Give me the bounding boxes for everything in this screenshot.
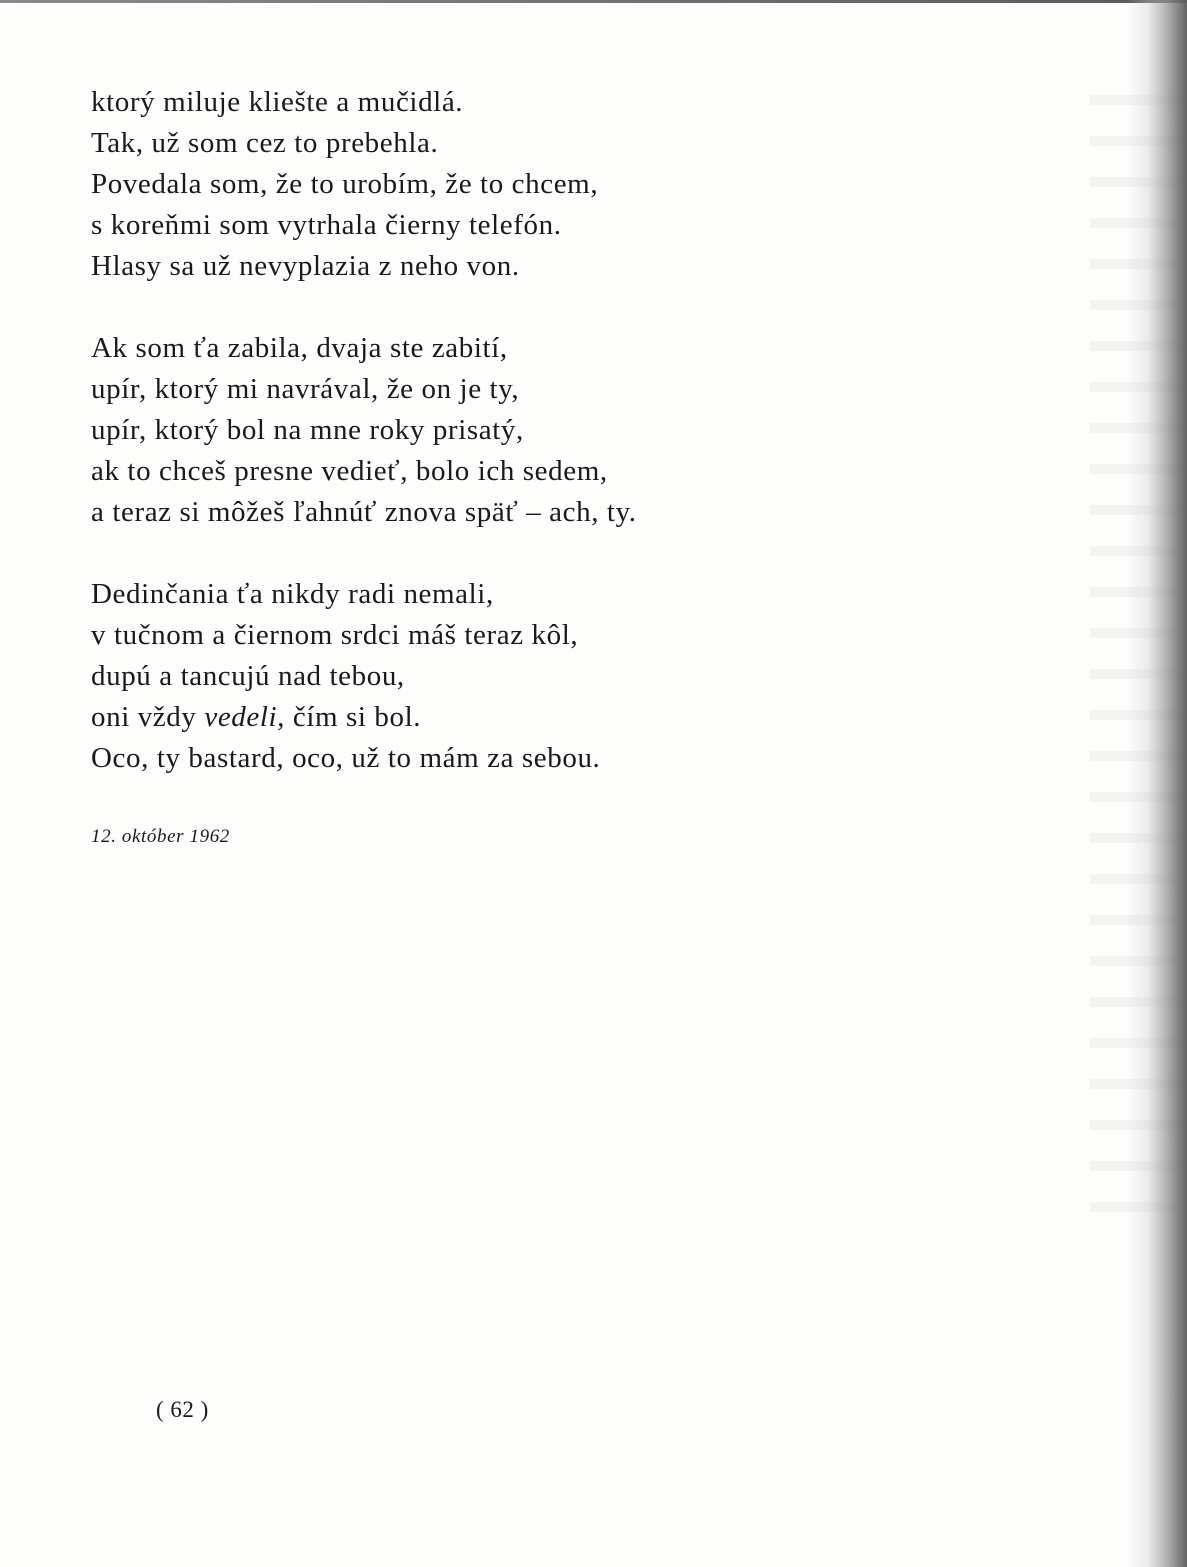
poem-line: Povedala som, že to urobím, že to chcem, bbox=[91, 168, 599, 200]
poem-line: ak to chceš presne vedieť, bolo ich sedem, bbox=[91, 455, 608, 487]
poem-line: v tučnom a čiernom srdci máš teraz kôl, bbox=[91, 619, 579, 651]
stanza-3 bbox=[91, 574, 791, 779]
page-top-edge bbox=[0, 0, 1187, 3]
poem-line: upír, ktorý mi navrával, že on je ty, bbox=[91, 373, 520, 405]
italic-word: vedeli, bbox=[204, 701, 286, 733]
poem-line: Dedinčania ťa nikdy radi nemali, bbox=[91, 578, 494, 610]
poem-line: Hlasy sa už nevyplazia z neho von. bbox=[91, 250, 520, 282]
poem-line: dupú a tancujú nad tebou, bbox=[91, 660, 405, 692]
stanza-1 bbox=[91, 82, 791, 287]
line-text-after: čím si bol. bbox=[285, 701, 422, 733]
poem-line: a teraz si môžeš ľahnúť znova späť – ach, ty. bbox=[91, 496, 637, 528]
poem-line: ktorý miluje kliešte a mučidlá. bbox=[91, 86, 464, 118]
line-text-before: oni vždy bbox=[91, 701, 205, 733]
poem-body bbox=[91, 82, 791, 820]
poem-line: Tak, už som cez to prebehla. bbox=[91, 127, 439, 159]
page-number: ( 62 ) bbox=[156, 1397, 209, 1422]
poem-line-with-italic bbox=[91, 697, 791, 738]
poem-line: Ak som ťa zabila, dvaja ste zabití, bbox=[91, 332, 508, 364]
poem-date: 12. október 1962 bbox=[91, 826, 230, 847]
spine-shadow bbox=[1127, 0, 1187, 1567]
poem-line: Oco, ty bastard, oco, už to mám za sebou. bbox=[91, 742, 601, 774]
poem-line: s koreňmi som vytrhala čierny telefón. bbox=[91, 209, 562, 241]
stanza-2 bbox=[91, 328, 791, 533]
poem-line: upír, ktorý bol na mne roky prisatý, bbox=[91, 414, 524, 446]
